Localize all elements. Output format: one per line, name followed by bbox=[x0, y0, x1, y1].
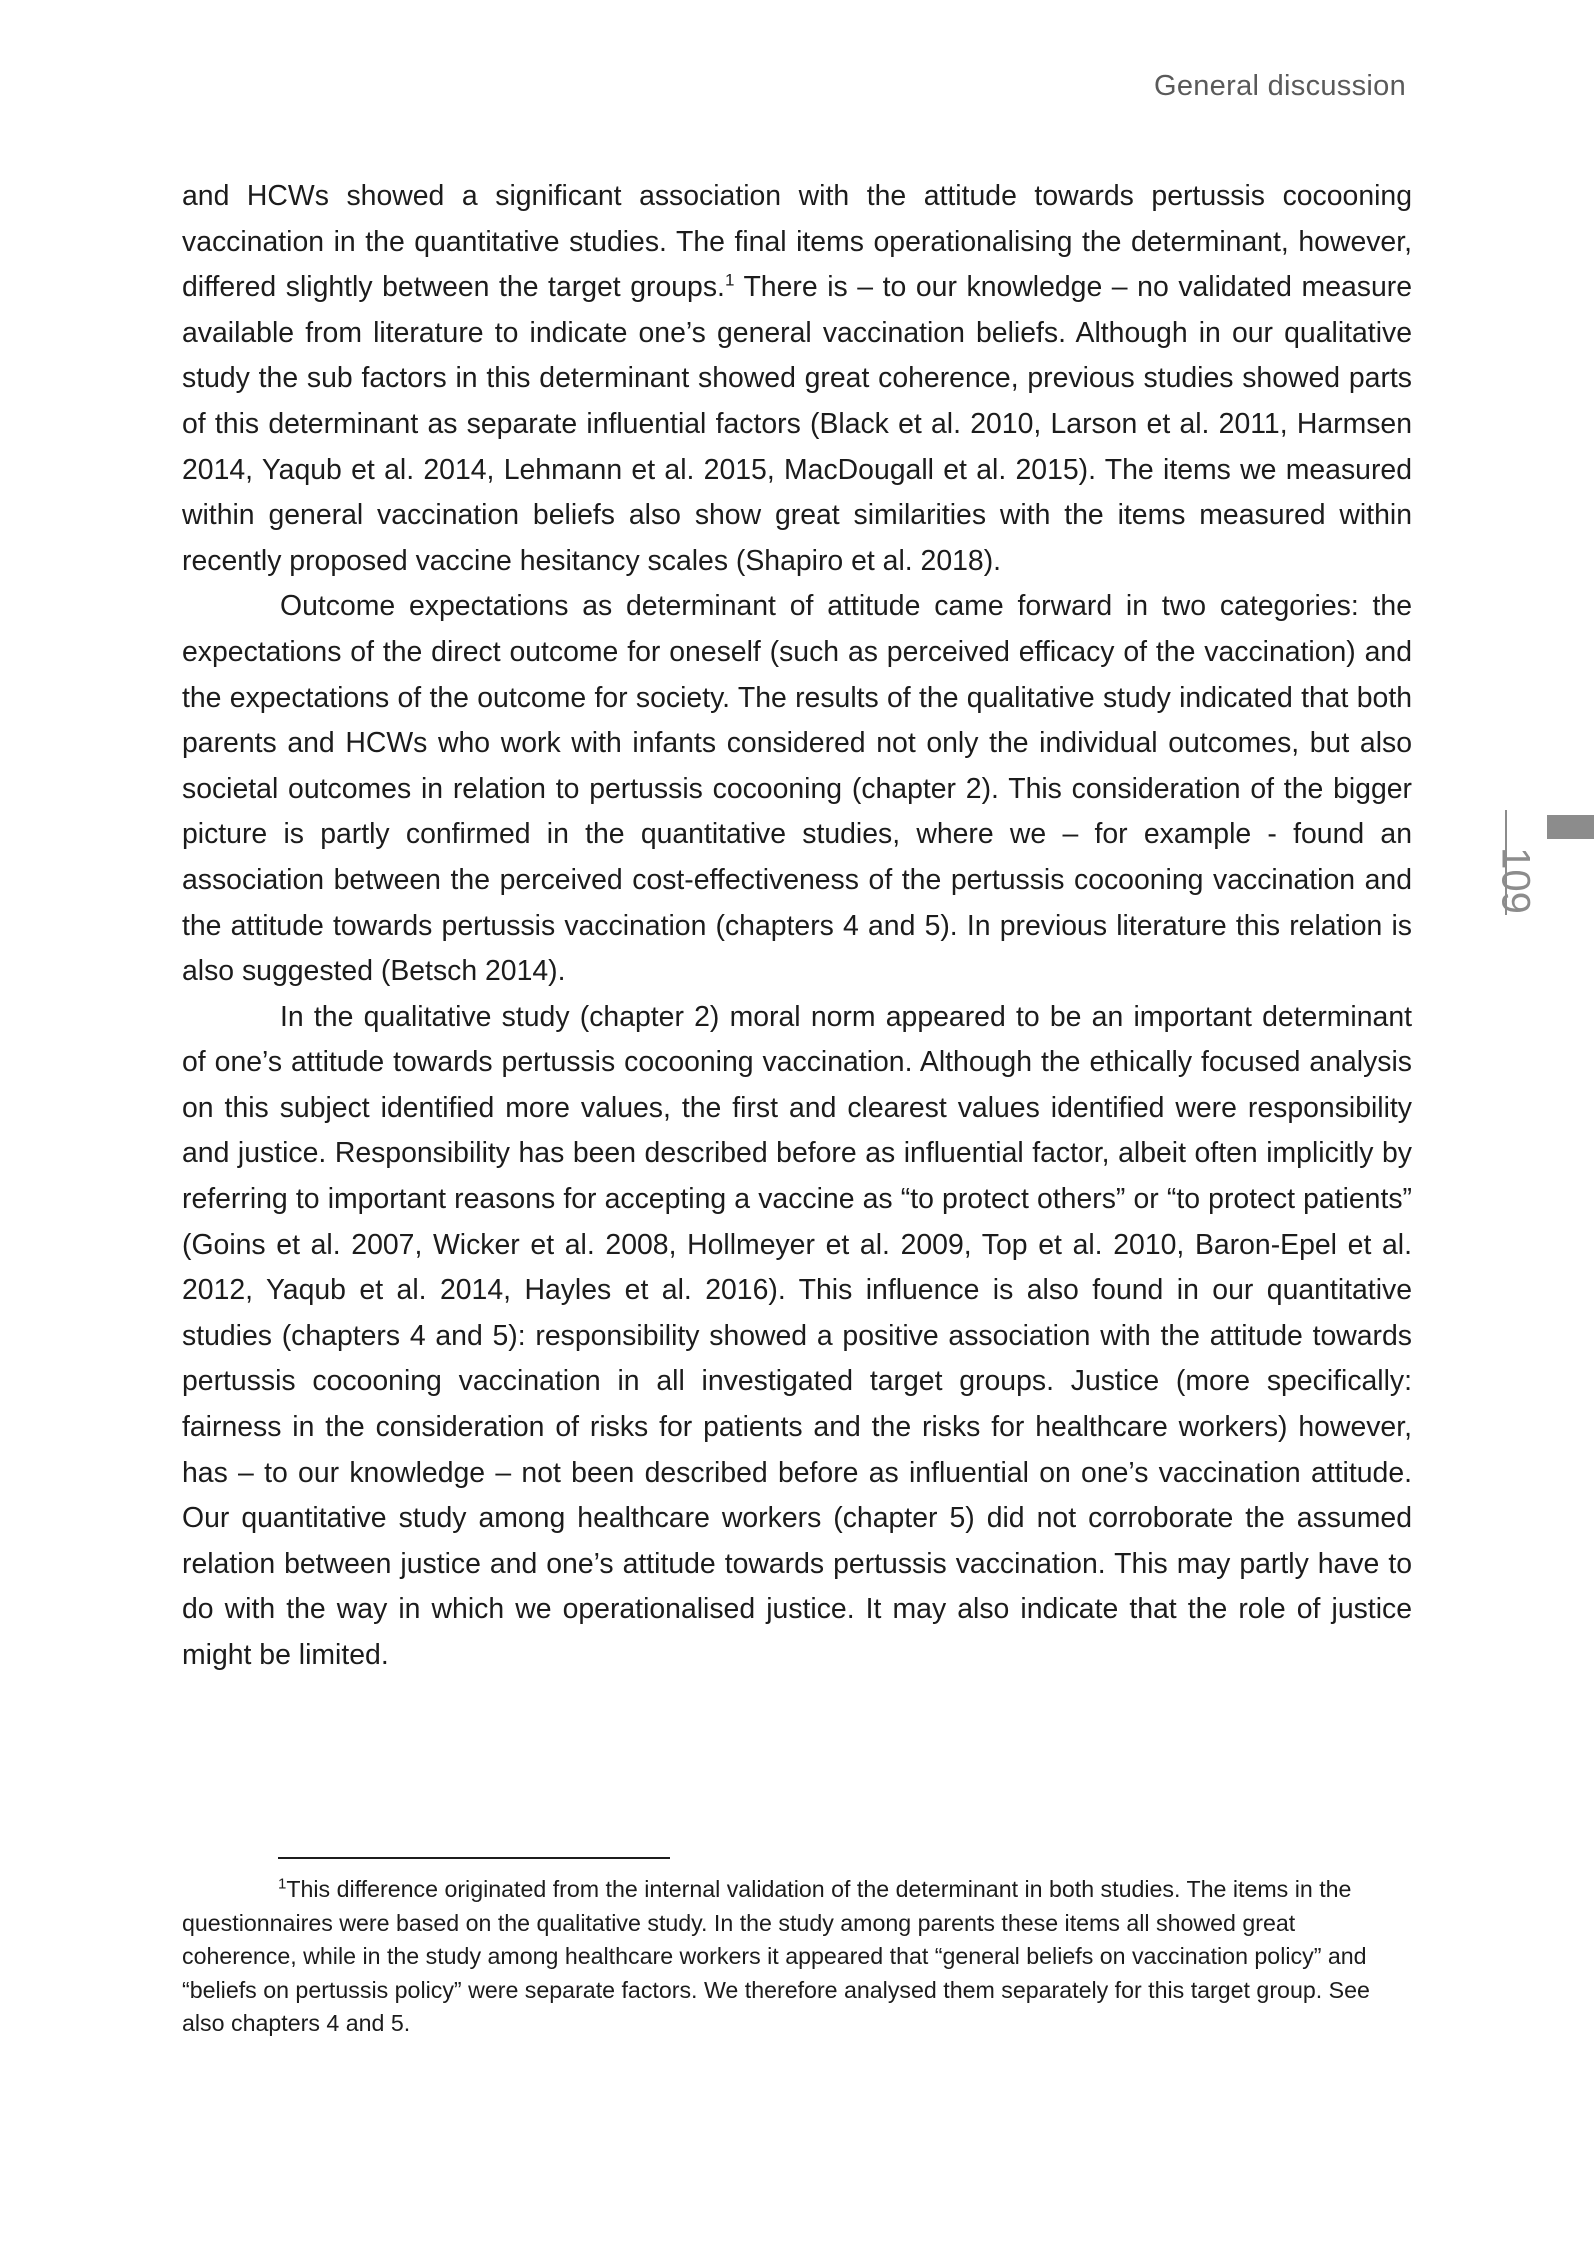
chapter-thumb-tab bbox=[1547, 815, 1594, 839]
running-head: General discussion bbox=[1153, 70, 1406, 102]
footnote-paragraph bbox=[182, 1873, 1412, 2041]
footnote-marker: 1 bbox=[278, 1875, 287, 1893]
paragraph-3: In the qualitative study (chapter 2) moral norm appeared to be an important determinant of one’s attitude towards pertussis cocooning vaccination. Although the ethically focused analysis on this subject identified more values, the first and clearest values identified were responsibility and justice. Responsibility has been described before as influential factor, albeit often implicitly by referring to important reasons for accepting a vaccine as “to protect others” or “to protect patients” (Goins et al. 2007, Wicker et al. 2008, Hollmeyer et al. 2009, Top et al. 2010, Baron-Epel et al. 2012, Yaqub et al. 2014, Hayles et al. 2016). This influence is also found in our quantitative studies (chapters 4 and 5): responsibility showed a positive association with the attitude towards pertussis cocooning vaccination in all investigated target groups. Justice (more specifically: fairness in the consideration of risks for patients and the risks for healthcare workers) however, has – to our knowledge – not been described before as influential on one’s vaccination attitude. Our quantitative study among healthcare workers (chapter 5) did not corroborate the assumed relation between justice and one’s attitude towards pertussis vaccination. This may partly have to do with the way in which we operationalised justice. It may also indicate that the role of justice might be limited. bbox=[182, 1000, 1412, 1671]
paragraph-1-part-b: There is – to our knowledge – no validated measure available from literature to indicate one’s general vaccination beliefs. Although in our qualitative study the sub factors in this determinant showed great coherence, previous studies showed parts of this determinant as separate influential factors (Black et al. 2010, Larson et al. 2011, Harmsen 2014, Yaqub et al. 2014, Lehmann et al. 2015, MacDougall et al. 2015). The items we measured within general vaccination beliefs also show great similarities with the items measured within recently proposed vaccine hesitancy scales (Shapiro et al. 2018). bbox=[182, 271, 1412, 577]
footnote-reference[interactable]: 1 bbox=[724, 270, 735, 290]
paragraph-1-part-a: and HCWs showed a significant association with the attitude towards pertussis cocooning vaccination in the quantitative studies. The final items operationalising the determinant, however, differed slightly between the target groups. bbox=[182, 180, 1412, 304]
paragraph-2: Outcome expectations as determinant of attitude came forward in two categories: the expectations of the direct outcome for oneself (such as perceived efficacy of the vaccination) and the expectations of the outcome for society. The results of the qualitative study indicated that both parents and HCWs who work with infants considered not only the individual outcomes, but also societal outcomes in relation to pertussis cocooning (chapter 2). This consideration of the bigger picture is partly confirmed in the quantitative studies, where we – for example - found an association between the perceived cost-effectiveness of the pertussis cocooning vaccination and the attitude towards pertussis vaccination (chapters 4 and 5). In previous literature this relation is also suggested (Betsch 2014). bbox=[182, 590, 1412, 988]
footnote-separator bbox=[278, 1857, 670, 1859]
paragraph-1 bbox=[182, 174, 1412, 584]
page-number: 109 bbox=[1493, 847, 1538, 914]
body-text bbox=[182, 174, 1412, 1679]
footnote-text: This difference originated from the internal validation of the determinant in both studies. The items in the questionnaires were based on the qualitative study. In the study among parents these items all showed great coherence, while in the study among healthcare workers it appeared that “general beliefs on vaccination policy” and “beliefs on pertussis policy” were separate factors. We therefore analysed them separately for this target group. See also chapters 4 and 5. bbox=[182, 1876, 1370, 2036]
footnote bbox=[182, 1873, 1412, 2041]
